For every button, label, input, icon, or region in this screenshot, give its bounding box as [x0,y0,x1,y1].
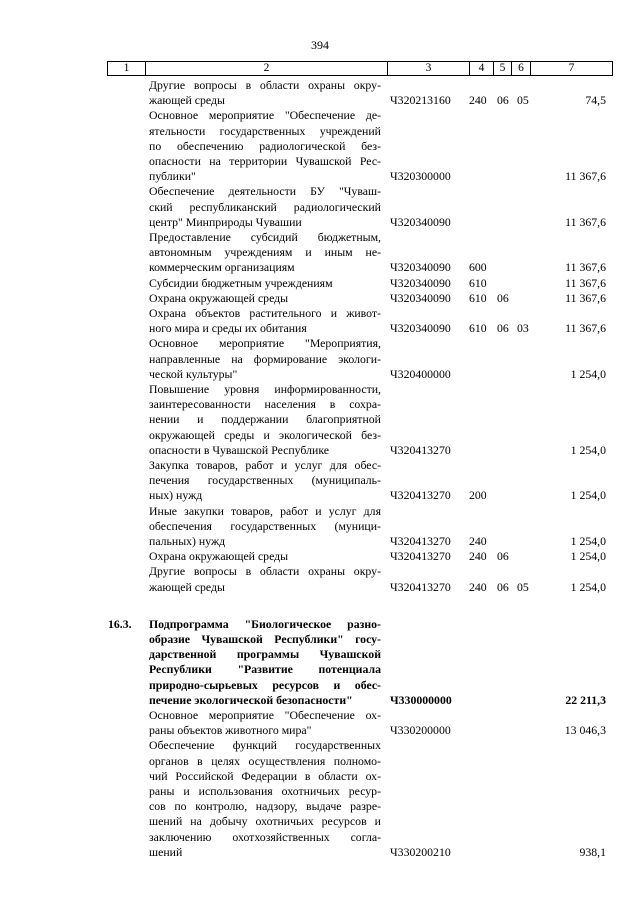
row-name-line: Подпрограмма "Биологическое разно- [149,616,381,631]
row-name-line: заинтересованности населения в сохра- [149,397,381,412]
header-col-2: 2 [146,62,388,76]
subsection-code: 05 [517,579,529,594]
table-header [107,61,613,76]
table-row [0,184,640,230]
row-name-line: печение экологической безопасности" [149,692,353,707]
row-name-line: образие Чувашской Республики" госу- [149,632,381,646]
target-code: Ч320300000 [390,169,451,184]
target-code: Ч320213160 [390,93,451,108]
row-name [149,291,381,306]
amount: 11 367,6 [565,214,606,229]
row-name-line: Обеспечение функций государственных [149,738,381,753]
row-name-line: дарственной программы Чувашской [149,647,381,662]
row-name-line: сов по контролю, надзору, выдаче разре- [149,799,381,814]
row-name [149,382,381,458]
row-name-line: автономным учреждениям и иным не- [149,245,381,260]
row-name-line: природно-сырьевых ресурсов и обес- [149,677,381,692]
row-name-line: раны и использования охотничьих ресур- [149,784,381,798]
row-name-line: Основное мероприятие "Мероприятия, [149,336,381,351]
row-name-line: органов в целях осуществления полномо- [149,753,381,768]
row-name-line: чий Российской Федерации в области ох- [149,768,381,783]
expense-type: 240 [469,549,487,564]
row-name-line: ский республиканский радиологический [149,199,381,214]
row-name [149,458,381,504]
target-code: Ч330000000 [390,692,452,707]
row-name-line: ного мира и среды их обитания [149,321,307,336]
row-name-line: ческой культуры" [149,366,238,381]
row-name-line: Другие вопросы в области охраны окру- [149,78,381,92]
row-name-line: центр" Минприроды Чувашии [149,214,302,229]
amount: 1 254,0 [570,366,606,381]
row-name-line: ятельности государственных учреждений [149,123,381,138]
target-code: Ч320400000 [390,366,451,381]
target-code: Ч320413270 [390,442,451,457]
row-name-line: Предоставление субсидий бюджетным, [149,230,381,244]
expense-type: 240 [469,533,487,548]
row-name-line: Обеспечение деятельности БУ "Чуваш- [149,184,381,199]
target-code: Ч320413270 [390,533,451,548]
row-name-line: Закупка товаров, работ и услуг для обес- [149,458,381,472]
row-name [149,738,381,860]
section-code: 06 [497,579,509,594]
row-name-line: жающей среды [149,579,225,594]
table-row [0,382,640,458]
target-code: Ч320340090 [390,214,451,229]
row-name-line: Повышение уровня информированности, [149,382,381,396]
row-name [149,306,381,336]
row-name [149,564,381,594]
amount: 1 254,0 [570,579,606,594]
table-row [0,708,640,738]
amount: 22 211,3 [565,692,606,707]
subsection-code: 03 [517,321,529,336]
table-row [0,458,640,504]
expense-type: 610 [469,290,487,305]
table-row [0,306,640,336]
expense-type: 610 [469,321,487,336]
expense-type: 200 [469,488,487,503]
row-name-line: публики" [149,169,196,184]
target-code: Ч320340090 [390,290,451,305]
target-code: Ч320413270 [390,579,451,594]
expense-type: 240 [469,93,487,108]
row-name-line: Другие вопросы в области охраны окру- [149,564,381,579]
expense-type: 610 [469,275,487,290]
page-number: 394 [311,38,329,52]
header-col-1: 1 [108,62,146,76]
row-name [149,708,381,738]
row-name-line: раны объектов животного мира" [149,723,312,738]
table-row [0,78,640,108]
row-name-line: жающей среды [149,93,225,108]
row-name-line: коммерческим организациям [149,260,295,275]
row-name-line: обеспечения государственных (муници- [149,518,381,533]
section-code: 06 [497,549,509,564]
table-row [0,276,640,291]
row-name-line: направленные на формирование экологи- [149,351,381,366]
target-code: Ч330200000 [390,723,451,738]
row-name [149,184,381,230]
table-row [0,108,640,184]
target-code: Ч320413270 [390,488,451,503]
table-row [0,549,640,564]
expense-type: 240 [469,579,487,594]
amount: 938,1 [579,844,606,859]
amount: 11 367,6 [565,275,606,290]
row-name-line: Республики "Развитие потенциала [149,662,381,677]
amount: 11 367,6 [565,290,606,305]
table-row [0,504,640,550]
row-name-line: по обеспечению радиологической без- [149,138,381,153]
subsection-code: 05 [517,93,529,108]
row-name-line: шений [149,844,183,859]
header-col-3: 3 [388,62,470,76]
target-code: Ч320340090 [390,275,451,290]
section-code: 06 [497,93,509,108]
row-name-line: Основное мероприятие "Обеспечение ох- [149,708,381,722]
row-name-line: Охрана окружающей среды [149,549,289,564]
row-name-line: печения государственных (муниципаль- [149,473,381,488]
row-name-line: Иные закупки товаров, работ и услуг для [149,503,381,518]
amount: 1 254,0 [570,488,606,503]
row-name-line: пальных) нужд [149,534,226,548]
row-name-line: Охрана объектов растительного и живот- [149,306,381,320]
expense-type: 600 [469,260,487,275]
row-name [149,617,381,708]
amount: 11 367,6 [565,321,606,336]
amount: 13 046,3 [564,723,606,738]
table-row [0,230,640,276]
table-row [0,738,640,860]
row-name [149,78,381,108]
target-code: Ч330200210 [390,844,451,859]
target-code: Ч320413270 [390,549,451,564]
target-code: Ч320340090 [390,321,451,336]
row-name-line: окружающей среды и экологической без- [149,427,381,442]
row-name-line: шений на добычу охотничьих ресурсов и [149,814,381,829]
row-name-line: нении и поддержании благоприятной [149,412,381,427]
amount: 1 254,0 [570,533,606,548]
target-code: Ч320340090 [390,260,451,275]
row-name [149,276,381,291]
row-name-line: опасности на территории Чувашской Рес- [149,154,381,168]
row-name [149,108,381,184]
row-name-line: ных) нужд [149,488,203,503]
amount: 1 254,0 [570,442,606,457]
table-row [0,291,640,306]
row-name-line: Охрана окружающей среды [149,290,289,305]
section-number: 16.3. [108,616,132,631]
header-col-5: 5 [494,62,512,76]
table-row [0,336,640,382]
amount: 1 254,0 [570,549,606,564]
header-col-4: 4 [470,62,494,76]
header-col-7: 7 [531,62,613,76]
row-name [149,336,381,382]
row-name-line: опасности в Чувашской Республике [149,442,330,457]
section-code: 06 [497,321,509,336]
row-name-line: Субсидии бюджетным учреждениям [149,275,333,290]
row-name-line: заключению охотхозяйственных согла- [149,829,381,844]
row-name [149,230,381,276]
amount: 11 367,6 [565,169,606,184]
row-name [149,504,381,550]
table-row [0,564,640,594]
amount: 11 367,6 [565,260,606,275]
section-code: 06 [497,290,509,305]
table-row [0,617,640,708]
row-name [149,549,381,564]
header-col-6: 6 [512,62,531,76]
amount: 74,5 [585,93,606,108]
row-name-line: Основное мероприятие "Обеспечение де- [149,108,381,123]
